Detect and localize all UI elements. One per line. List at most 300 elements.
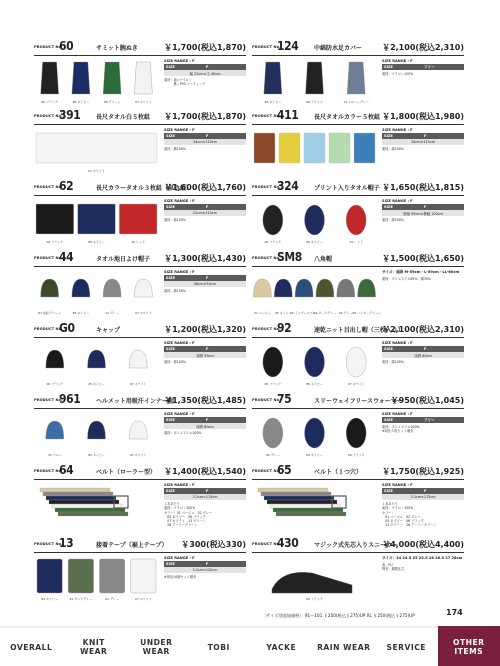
size-bar [382,64,464,70]
product-header [34,322,246,338]
product-block[interactable] [34,109,246,181]
product-swatch [103,279,121,297]
belt-strap [258,488,328,492]
product-name: マジック式先芯入りスニーカー [314,542,398,549]
product-spec [382,128,464,151]
product-number: 60 [59,39,74,53]
product-swatch [100,559,125,593]
size-range: SIZE RANGE : F [164,483,195,487]
swatch-label: 06 ブラック [347,453,365,457]
size-range: SIZE RANGE : F [382,59,413,63]
swatch-label: 85 ネイビー [88,453,105,457]
product-row [34,109,466,181]
product-spec [164,412,246,435]
material: 素材：綿100% [164,289,186,293]
product-header [252,322,464,338]
swatch-label: 85 ネイビー [41,597,58,601]
product-swatch [68,559,93,593]
size-value: フリー [424,418,435,422]
dimensions: 頭囲 60cm [382,352,464,358]
product-spec [382,556,464,572]
dimensions: 58cm×50cm [164,281,246,287]
material: 素材：ポリエステル65%・綿35% [382,277,431,281]
product-number-label: PRODUCT No. [252,45,281,49]
size-label: SIZE [384,205,393,209]
material: 素材：綿100% [164,218,186,222]
material: 素材：表=ナイロン 裏＝PVCコーティング [164,78,206,87]
swatch-label: 06 ブラック [46,382,64,386]
product-image [252,555,377,603]
product-number-label: PRODUCT No. [34,256,63,260]
size-range: SIZE RANGE : F [164,128,195,132]
product-header [252,180,464,196]
product-row [34,464,466,536]
belt-strap [58,512,128,516]
size-range: サイズ：24 24.5 25 25.5 26 26.5 27 28cm [382,556,463,560]
product-swatch [305,418,325,448]
product-name: ベルト（ローラー型） [96,469,157,476]
swatch-label: 08 ハイカーグリーン [352,311,381,315]
product-number: 961 [59,392,81,406]
product-swatch [37,559,62,593]
product-block[interactable] [252,393,464,465]
product-swatch [347,62,365,94]
nav-tab[interactable]: KNIT WEAR [63,626,126,666]
product-name: 長尺タオルカラー５枚組 [314,114,381,121]
product-price: ￥950(税込1,045) [390,396,464,405]
dimensions: 頭囲 59cm [164,352,246,358]
product-price: ￥1,400(税込1,540) [164,467,246,476]
product-price: ￥1,650(税込1,815) [382,183,464,192]
product-image [34,269,159,317]
size-range: SIZE RANGE : F [382,128,413,132]
swatch-label: 01 ベージュ [254,311,271,315]
product-swatch [88,350,106,368]
product-spec [382,199,464,222]
category-nav [0,626,500,666]
product-name: 長尺カラータオル３枚組（単色組） [96,185,193,192]
nav-tab[interactable]: OTHER ITEMS [438,626,500,666]
product-swatch [72,62,90,94]
swatch-label: 08 グリーン [103,100,121,104]
product-number: SM8 [277,250,302,264]
product-block[interactable] [34,537,246,609]
nav-tab[interactable]: TOBI [188,626,251,666]
product-price: ￥1,750(税込1,925) [382,467,464,476]
size-label: SIZE [166,134,175,138]
swatch-label: 85 ネイビー [72,100,90,104]
product-block[interactable] [34,464,246,536]
product-row [34,251,466,323]
product-price: ￥2,100(税込2,310) [382,325,464,334]
product-block[interactable] [34,322,246,394]
dimensions: 3.2cm×115cm [164,494,246,500]
product-swatch [264,62,282,94]
product-swatch [295,279,313,297]
product-swatch [316,279,334,297]
product-price: ￥1,500(税込1,650) [382,254,464,263]
product-spec [382,412,464,434]
size-value: F [206,134,209,138]
product-image [34,127,159,175]
swatch-label: 06 ブラック [46,240,64,244]
product-number: 92 [277,321,292,335]
dimensions: 3.2cm×115cm [382,494,464,500]
product-header [34,109,246,125]
size-value: F [206,205,209,209]
product-price: ￥1,700(税込1,870) [164,112,246,121]
product-number-label: PRODUCT No. [252,185,281,189]
swatch-label: 07 ホワイト [88,169,105,173]
product-price: ￥1,600(税込1,760) [164,183,246,192]
swatch-label: 02 グレー [338,311,353,315]
product-swatch [41,62,59,94]
size-label: SIZE [384,65,393,69]
product-image [252,58,377,106]
product-name: キャップ [96,327,121,334]
material: 素材：綿100% [382,360,404,364]
size-value: F [424,347,427,351]
product-swatch [279,133,300,163]
swatch-label: 22 ダークグレー [313,311,337,315]
product-number: 13 [59,536,74,550]
product-header [34,180,246,196]
size-value: F [206,418,209,422]
size-value: F [206,65,209,69]
nav-tab[interactable]: RAIN WEAR [313,626,376,666]
swatch-label: 06 ブラック [264,240,282,244]
size-range: サイズ：頭囲 M-59cm・L-59cm・LL-60cm [382,270,460,274]
material: 素材：綿100% [164,360,186,364]
product-row [34,180,466,252]
product-spec [164,341,246,364]
product-number: 75 [277,392,292,406]
product-swatch [36,133,157,163]
size-value: フリー [424,65,435,69]
nav-tab[interactable]: YACKE [250,626,313,666]
product-header [34,537,246,553]
product-swatch [103,62,121,94]
size-value: F [424,489,427,493]
size-label: SIZE [166,276,175,280]
product-block[interactable] [252,251,464,323]
product-number-label: PRODUCT No. [34,45,63,49]
material: 素材：ポリエステル100% [164,431,202,435]
swatch-label: 06 ブラック [264,382,282,386]
size-label: SIZE [384,489,393,493]
product-number: 411 [277,108,299,122]
product-swatch [354,133,375,163]
product-swatch [346,205,366,235]
product-image [34,340,159,388]
swatch-label: 07 ホワイト [135,597,152,601]
size-label: SIZE [166,65,175,69]
product-number-label: PRODUCT No. [34,542,63,546]
size-value: F [206,347,209,351]
product-header [252,537,464,553]
dimensions: 頭囲 60cm [164,423,246,429]
product-block[interactable] [252,464,464,536]
product-spec [164,128,246,151]
product-name: 長尺タオル白５枚組 [96,114,151,121]
size-range: SIZE RANGE : F [164,59,195,63]
belt-strap [52,504,122,508]
swatch-label: 07 ホワイト [129,453,147,457]
product-price: ￥1,200(税込1,320) [164,325,246,334]
swatch-label: 85 ネイビー [306,240,323,244]
product-name: ヘルメット用吸汗インナー帽 [96,398,174,405]
size-value: F [206,276,209,280]
product-number-label: PRODUCT No. [252,542,281,546]
swatch-label: 07 ホワイト [129,382,147,386]
product-swatch [134,279,152,297]
product-price: ￥300(税込330) [181,540,246,549]
product-swatch [129,421,147,439]
product-swatch [131,559,156,593]
dimensions: 22cm×110cm [164,210,246,216]
swatch-label: 06 ブラック [41,100,58,104]
product-number-label: PRODUCT No. [34,398,63,402]
swatch-label: 22 ダークグレー [69,597,93,601]
product-swatch [304,133,325,163]
product-number-label: PRODUCT No. [34,469,63,473]
size-range: SIZE RANGE : F [382,483,413,487]
dimensions: 3.2cm×120cm [164,567,246,573]
swatch-label: 33 ブルー [48,453,62,457]
product-image [34,555,159,603]
product-spec [382,270,464,281]
product-image [252,198,377,246]
product-row [34,537,466,609]
product-number: 430 [277,536,299,550]
product-name: サミット腕ぬき [96,45,138,52]
swatch-label: 81 迷彩グリーン [38,311,61,315]
product-swatch [88,421,106,439]
swatch-label: 15 レッド [131,240,146,244]
product-swatch [272,572,352,593]
product-name: タオル地日よけ帽子 [96,256,151,263]
size-label: SIZE [384,347,393,351]
product-number-label: PRODUCT No. [34,114,63,118]
material: １本あたり 素材：ナイロン100% カラー： 01 ベージュ 02 グレー 05 ネイビー 06 ブラック 13 グリーン 26 アーミーグリーン [382,502,437,528]
product-spec [382,483,464,528]
product-header [252,251,464,267]
size-bar [382,417,464,423]
product-block[interactable] [34,180,246,252]
material: 表：PU 特長：鋼製先芯 [382,563,405,572]
product-swatch [253,279,271,297]
swatch-label: 02 グレー [105,597,120,601]
product-swatch [358,279,376,297]
swatch-label: 12 シルバーグレー [343,100,369,104]
product-image [34,58,159,106]
swatch-label: 06 ブラック [306,100,323,104]
product-header [34,393,246,409]
product-image [34,411,159,459]
product-image [252,340,377,388]
product-block[interactable] [34,40,246,112]
product-number: 64 [59,463,74,477]
product-swatch [134,62,152,94]
size-label: SIZE [166,205,175,209]
product-number-label: PRODUCT No. [34,327,63,331]
product-number: 62 [59,179,74,193]
product-block[interactable] [252,40,464,112]
product-swatch [329,133,350,163]
product-header [34,40,246,56]
product-number-label: PRODUCT No. [252,398,281,402]
product-header [252,109,464,125]
product-spec [382,341,464,364]
dimensions: 34cm×110cm [382,139,464,145]
material: 素材：ナイロン100% [382,72,414,76]
belt-strap [49,500,119,504]
product-number: 124 [277,39,299,53]
product-swatch [263,347,283,377]
product-number-label: PRODUCT No. [34,185,63,189]
product-swatch [46,421,64,439]
product-block[interactable] [34,393,246,465]
material: １本あたり 素材：ナイロン100% カラー：01 ベージュ 02 グレー 05 ネイビー 06 ブラック 07 ホワイト 13 グリーン 26 アーミーグリーン [164,502,213,528]
product-swatch [337,279,355,297]
product-number-label: PRODUCT No. [252,114,281,118]
size-label: SIZE [384,134,393,138]
product-block[interactable] [252,180,464,252]
product-number: 391 [59,108,81,122]
product-number: 324 [277,179,299,193]
belt-strap [261,492,331,496]
product-swatch [46,350,64,368]
product-block[interactable] [252,537,464,609]
size-label: SIZE [166,418,175,422]
product-row [34,40,466,112]
swatch-label: 25 インディゴブルー [289,311,319,315]
product-swatch [36,204,74,234]
product-number: G0 [59,321,75,335]
product-swatch [274,279,292,297]
product-header [34,251,246,267]
product-number: 44 [59,250,74,264]
swatch-label: 85 ネイビー [264,100,282,104]
product-price: ￥2,100(税込2,310) [382,43,464,52]
swatch-label: 02 グレー [265,453,280,457]
product-name: 接着テープ（裾上テープ） [96,542,168,549]
product-image [34,198,159,246]
product-block[interactable] [34,251,246,323]
nav-tab[interactable]: UNDER WEAR [125,626,188,666]
swatch-label: 06 ブラック [306,597,323,601]
product-image [252,482,377,530]
product-swatch [41,279,59,297]
size-range: SIZE RANGE : F [164,412,195,416]
dimensions: 幅 22cm×丈 40cm [164,70,246,76]
product-header [252,40,464,56]
product-swatch [119,204,157,234]
belt-strap [276,512,346,516]
product-spec [164,59,246,87]
size-range: SIZE RANGE : F [164,199,195,203]
swatch-label: 05 ネイビー [306,453,323,457]
product-number-label: PRODUCT No. [252,327,281,331]
size-range: SIZE RANGE : F [382,341,413,345]
product-block[interactable] [252,109,464,181]
product-swatch [254,133,275,163]
size-range: SIZE RANGE : F [164,556,195,560]
swatch-label: 05 ネイビー [274,311,292,315]
product-number: 65 [277,463,292,477]
product-spec [382,59,464,76]
product-price: ￥1,350(税込1,485) [164,396,246,405]
product-swatch [346,347,366,377]
product-image [34,482,159,530]
product-header [34,464,246,480]
swatch-label: 15 レッド [349,240,364,244]
product-name: プリント入りタオル帽子 [314,185,380,192]
product-price: ￥1,300(税込1,430) [164,254,246,263]
swatch-label: 85 ネイビー [306,382,323,386]
product-row [34,393,466,465]
material: 素材：綿100% [382,147,404,151]
product-number-label: PRODUCT No. [252,469,281,473]
product-image [252,127,377,175]
product-price: ￥4,000(税込4,400) [382,540,464,549]
page-number: 174 [446,608,463,617]
product-spec [164,483,246,528]
product-swatch [78,204,116,234]
nav-tab[interactable]: OVERALL [0,626,63,666]
size-range: SIZE RANGE : F [164,341,195,345]
size-value: F [424,205,427,209]
belt-strap [267,500,337,504]
size-label: SIZE [166,489,175,493]
size-range: SIZE RANGE : F [164,270,195,274]
belt-strap [55,508,125,512]
belt-strap [43,492,113,496]
size-label: SIZE [166,562,175,566]
material: 素材：綿100% [382,218,404,222]
product-image [252,269,381,317]
product-price: ￥1,800(税込1,980) [382,112,464,121]
product-swatch [305,205,325,235]
size-value: F [206,489,209,493]
product-spec [164,556,246,579]
swatch-label: 07 ホワイト [347,382,365,386]
product-image [252,411,377,459]
size-label: SIZE [166,347,175,351]
product-header [252,464,464,480]
product-block[interactable] [252,322,464,394]
belt-strap [270,504,340,508]
product-swatch [72,279,90,297]
product-swatch [306,62,324,94]
nav-tab[interactable]: SERVICE [375,626,438,666]
size-range: SIZE RANGE : F [382,412,413,416]
product-swatch [263,205,283,235]
size-value: F [424,134,427,138]
product-swatch [129,350,147,368]
size-label: SIZE [384,418,393,422]
product-spec [164,270,246,293]
size-surcharge-note: ［サイズ別追加価格］ 91〜101 ￥250(税込￥275)UP XL ￥250(税込￥275)UP [262,613,415,618]
product-name: スリーウェイフリースウォーマー [314,398,403,405]
product-price: ￥1,700(税込1,870) [164,43,246,52]
product-name: 中綿防水足カバー [314,45,363,52]
product-swatch [346,418,366,448]
product-row [34,322,466,394]
product-swatch [263,418,283,448]
size-range: SIZE RANGE : F [382,199,413,203]
product-spec [164,199,246,222]
